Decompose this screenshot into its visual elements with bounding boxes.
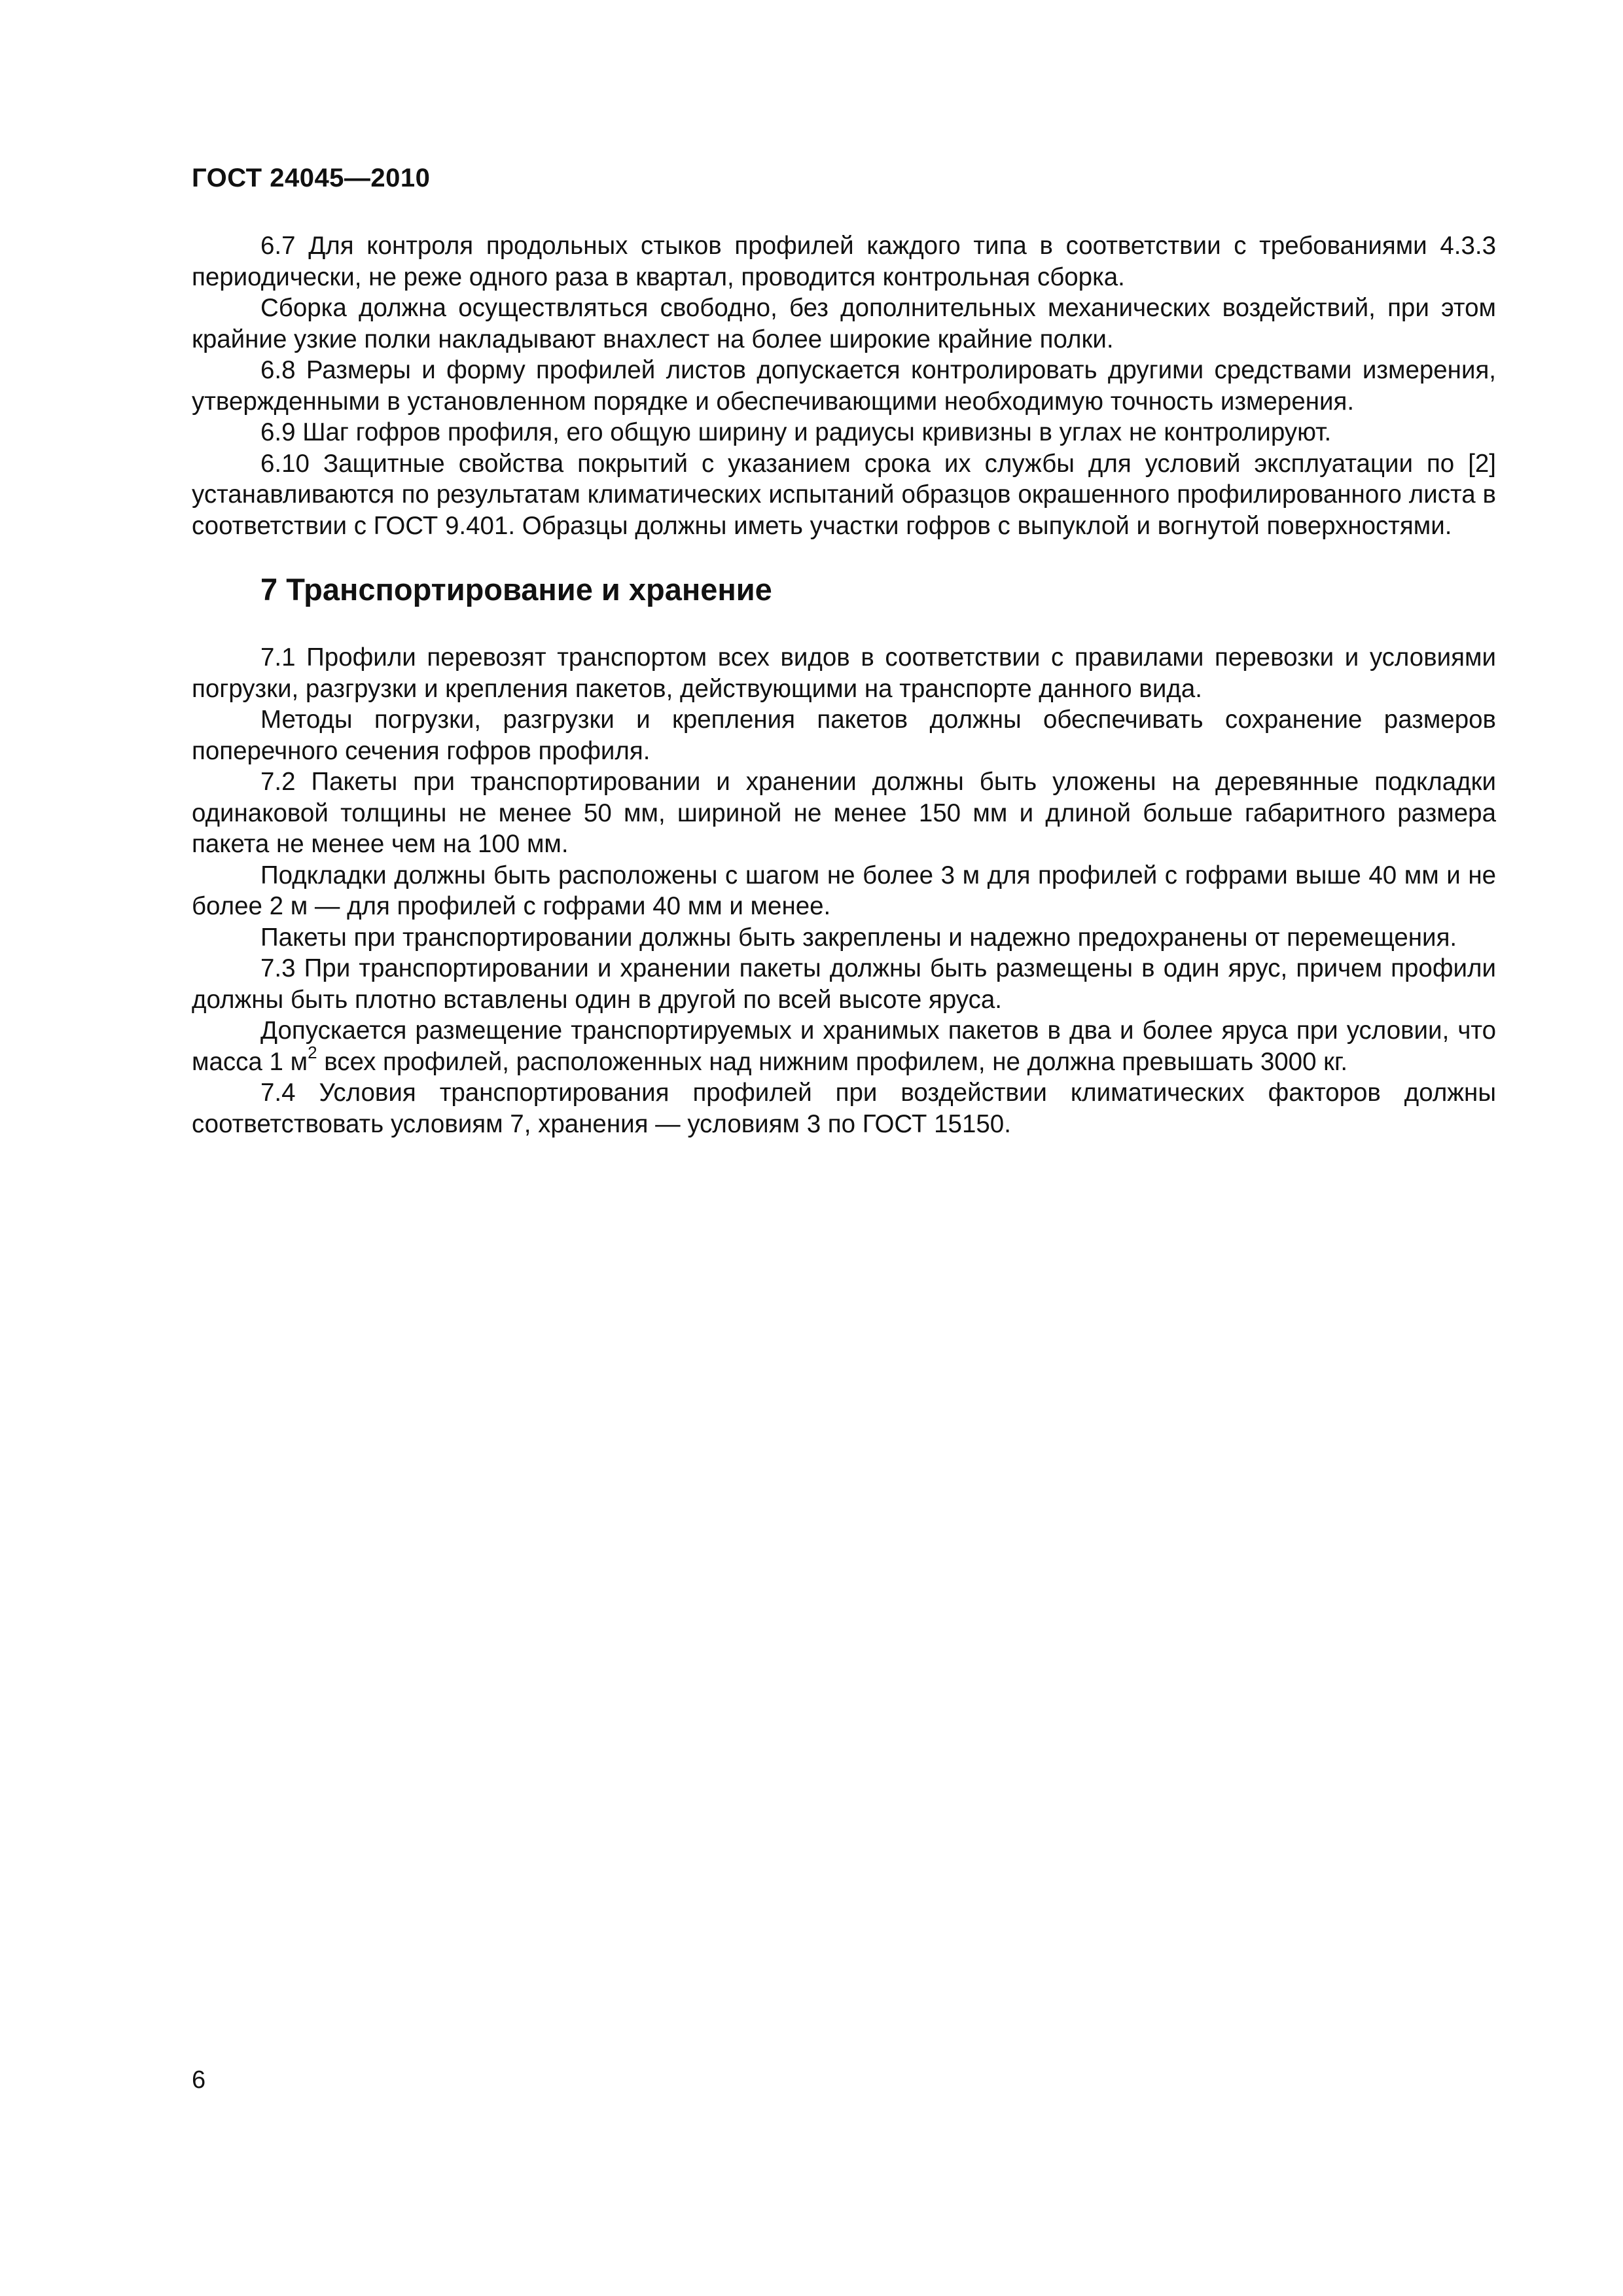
paragraph-7-3: 7.3 При транспортировании и хранении пакеты должны быть размещены в один ярус, причем профили должны быть плотно вставлены один в другой по всей высоте яруса. — [192, 954, 1496, 1014]
paragraph-6-9: 6.9 Шаг гофров профиля, его общую ширину и радиусы кривизны в углах не контролируют. — [260, 418, 1332, 446]
paragraph-7-2-fixing: Пакеты при транспортировании должны быть закреплены и надежно предохранены от перемещения. — [260, 923, 1457, 952]
paragraph-7-1-methods: Методы погрузки, разгрузки и крепления пакетов должны обеспечивать сохранение размеров поперечного сечения гофров профиля. — [192, 706, 1496, 765]
page-content — [192, 230, 1496, 1139]
section-7-heading: 7 Транспортирование и хранение — [260, 572, 772, 607]
paragraph-6-8: 6.8 Размеры и форму профилей листов допускается контролировать другими средствами измерения, утвержденными в установленном порядке и обеспечивающими необходимую точность измерения. — [192, 356, 1496, 416]
paragraph-7-2: 7.2 Пакеты при транспортировании и хранении должны быть уложены на деревянные подкладки одинаковой толщины не менее 50 мм, шириной не менее 150 мм и длиной больше габаритного размера пакета не менее чем на 100 мм. — [192, 768, 1496, 858]
page-number: 6 — [192, 2066, 206, 2094]
square-meter-superscript: 2 — [308, 1042, 317, 1062]
paragraph-7-2-supports: Подкладки должны быть расположены с шагом не более 3 м для профилей с гофрами выше 40 мм и не более 2 м — для профилей с гофрами 40 мм и менее. — [192, 861, 1496, 920]
paragraph-6-10: 6.10 Защитные свойства покрытий с указанием срока их службы для условий эксплуатации по [2] устанавливаются по результатам климатических испытаний образцов окрашенного профилированного листа в соответствии с ГОСТ 9.401. Образцы должны иметь участки гофров с выпуклой и вогнутой поверхностями. — [192, 449, 1496, 540]
standard-designation: ГОСТ 24045—2010 — [192, 164, 431, 192]
paragraph-6-7: 6.7 Для контроля продольных стыков профилей каждого типа в соответствии с требованиями 4.3.3 периодически, не реже одного раза в квартал, проводится контрольная сборка. — [192, 232, 1496, 291]
paragraph-7-3-tiers-text-start: Допускается размещение транспортируемых и хранимых пакетов в два и более яруса при условии, что масса 1 м — [192, 1016, 1496, 1076]
paragraph-7-3-tiers-text-end: всех профилей, расположенных над нижним профилем, не должна превышать 3000 кг. — [317, 1047, 1348, 1076]
paragraph-6-7-assembly: Сборка должна осуществляться свободно, без дополнительных механических воздействий, при этом крайние узкие полки накладывают внахлест на более широкие крайние полки. — [192, 294, 1496, 353]
paragraph-7-1: 7.1 Профили перевозят транспортом всех видов в соответствии с правилами перевозки и условиями погрузки, разгрузки и крепления пакетов, действующими на транспорте данного вида. — [192, 643, 1496, 703]
paragraph-7-3-tiers — [192, 1015, 1496, 1077]
paragraph-7-4: 7.4 Условия транспортирования профилей при воздействии климатических факторов должны соответствовать условиям 7, хранения — условиям 3 по ГОСТ 15150. — [192, 1079, 1496, 1138]
